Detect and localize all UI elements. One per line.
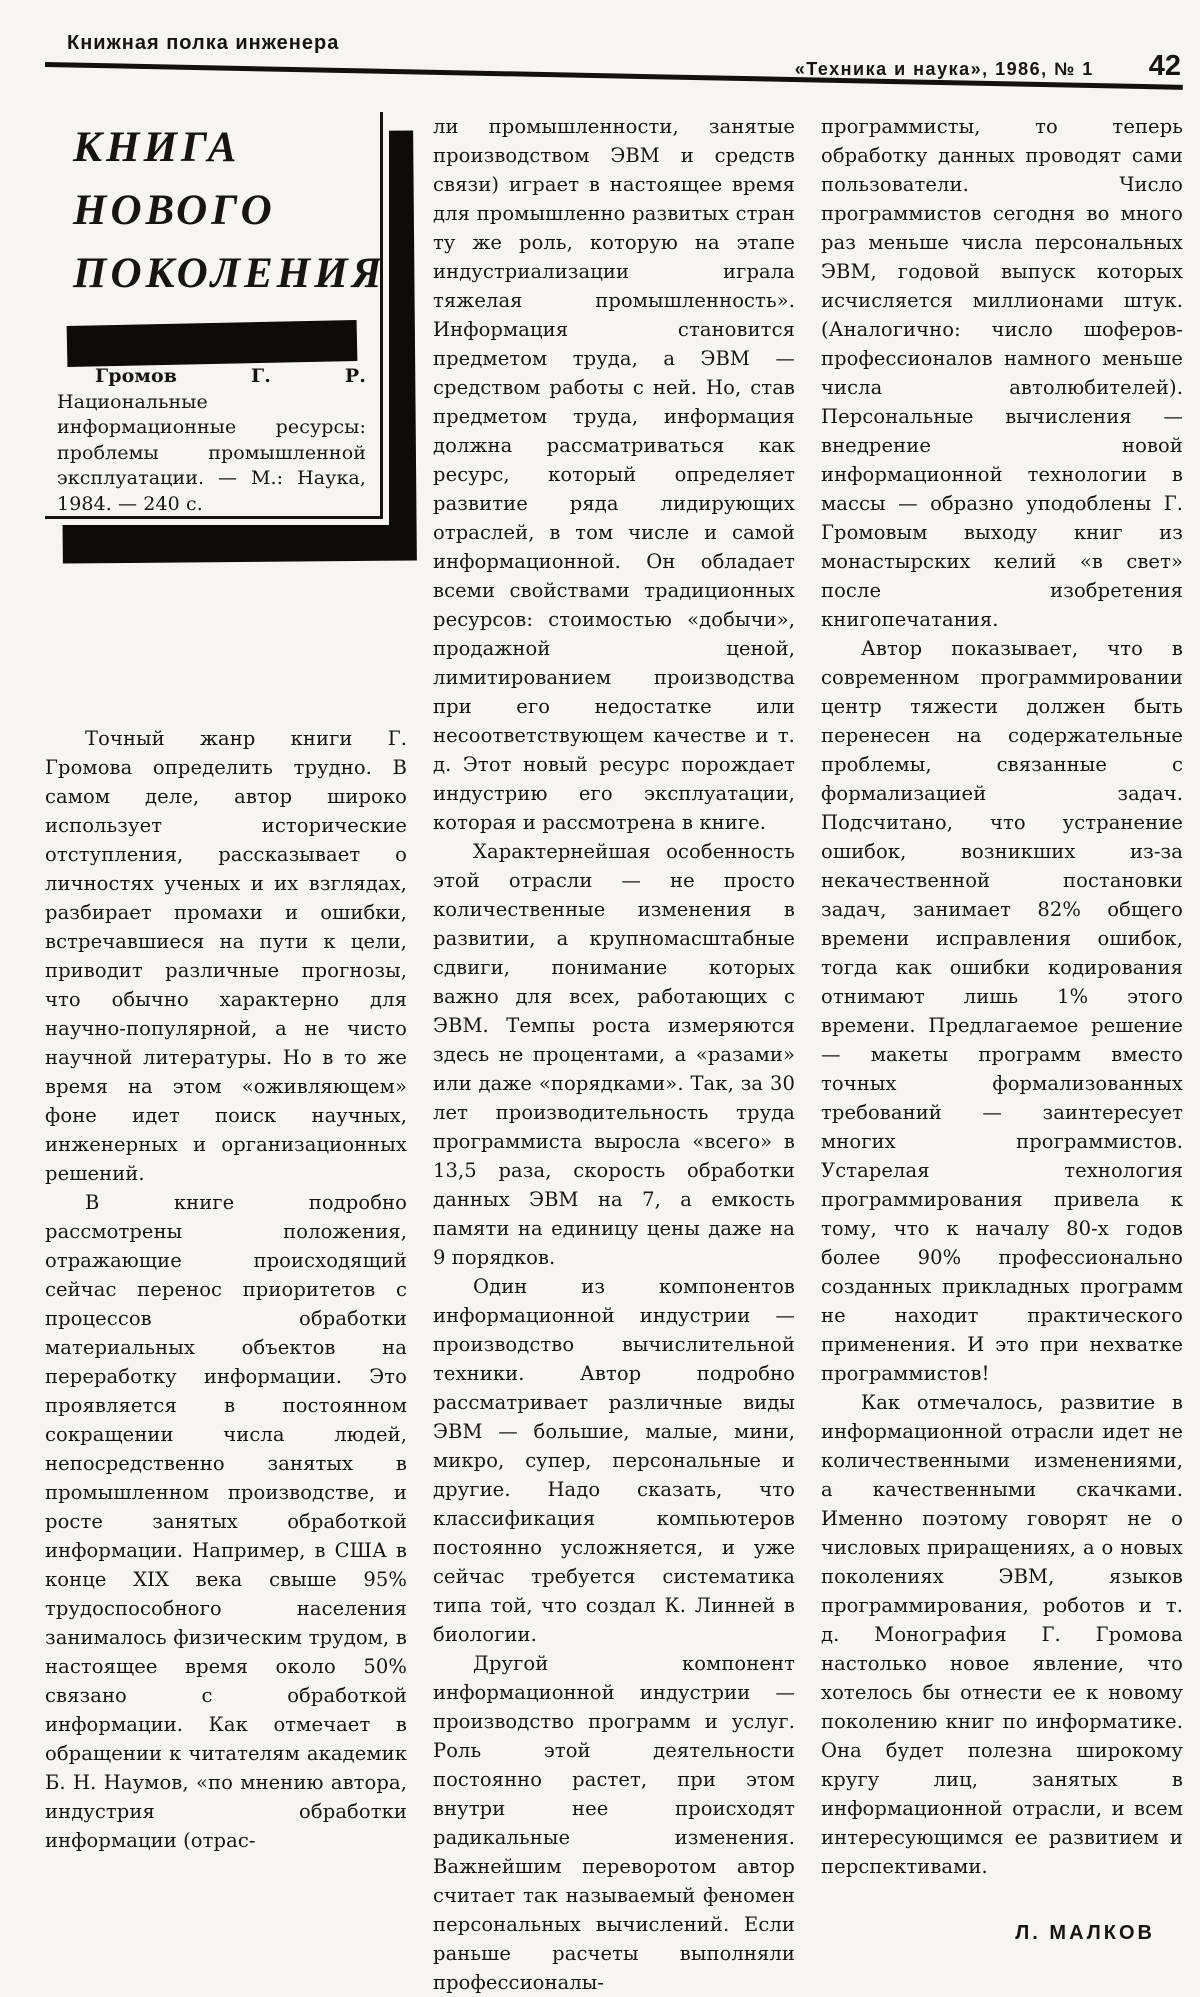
title-card-face xyxy=(45,112,386,519)
column-middle xyxy=(433,112,795,1997)
header-right xyxy=(795,50,1181,83)
author-signature: Л. МАЛКОВ xyxy=(1015,1922,1155,1944)
column-left xyxy=(45,112,407,1997)
paragraph: Другой компонент информационной индустрии — производство программ и услуг. Роль этой деятельности постоянно растет, при этом внутри нее происходят радикальные изменения. Важнейшим переворотом автор считает так называемый феномен персональных вычислений. Если раньше расчеты выполняли профессионалы- xyxy=(433,1652,795,1994)
title-line-2: НОВОГО xyxy=(73,187,276,234)
paragraph: Один из компонентов информационной индустрии — производство вычислительной техники. Автор подробно рассматривает различные виды ЭВМ — большие, малые, мини, микро, супер, персональные и другие. Надо сказать, что классификация компьютеров постоянно усложняется, и уже сейчас требуется систематика типа той, что создал К. Линней в биологии. xyxy=(433,1275,795,1646)
title-card xyxy=(45,112,407,564)
paragraph: Характернейшая особенность этой отрасли — не просто количественные изменения в развитии, а крупномасштабные сдвиги, понимание которых важно для всех, работающих с ЭВМ. Темпы роста измеряются здесь не процентами, а «разами» или даже «порядками». Так, за 30 лет производительность труда программиста выросла «всего» в 13,5 раза, скорость обработки данных ЭВМ на 7, а емкость памяти на единицу цены даже на 9 порядков. xyxy=(433,840,795,1269)
paragraph: В книге подробно рассмотрены положения, отражающие происходящий сейчас перенос приоритетов с процессов обработки материальных объектов на переработку информации. Это проявляется в постоянном сокращении числа людей, непосредственно занятых в промышленном производстве, и росте занятых обработкой информации. Например, в США в конце XIX века свыше 95% трудоспособного населения занималось физическим трудом, в настоящее время около 50% связано с обработкой информации. Как отмечает в обращении к читателям академик Б. Н. Наумов, «по мнению автора, индустрия обработки информации (отрас- xyxy=(45,1191,407,1852)
page-number: 42 xyxy=(1148,50,1181,82)
section-label: Книжная полка инженера xyxy=(67,32,340,54)
title-line-3: ПОКОЛЕНИЯ xyxy=(73,250,386,297)
bibliography-author: Громов Г. Р. xyxy=(95,365,366,387)
article-columns xyxy=(45,112,1183,1997)
paragraph: Автор показывает, что в современном программировании центр тяжести должен быть перенесен на содержательные проблемы, связанные с формализацией задач. Подсчитано, что устранение ошибок, возникших из-за некачественной постановки задач, занимает 82% общего времени исправления ошибок, тогда как ошибки кодирования отнимают лишь 1% этого времени. Предлагаемое решение — макеты программ вместо точных формализованных требований — заинтересует многих программистов. Устарелая технология программирования привела к тому, что к началу 80-х годов более 90% профессионально созданных прикладных программ не находит практического применения. И это при нехватке программистов! xyxy=(821,637,1183,1385)
paragraph: Как отмечалось, развитие в информационной отрасли идет не количественными изменениями, а качественными скачками. Именно поэтому говорят не о числовых приращениях, а о новых поколениях ЭВМ, языков программирования, роботов и т. д. Монография Г. Громова настолько новое явление, что хотелось бы отнести ее к новому поколению книг по информатике. Она будет полезна широкому кругу лиц, занятых в информационной отрасли, и всем интересующимся ее развитием и перспективами. xyxy=(821,1391,1183,1878)
column-right xyxy=(821,112,1183,1997)
paragraph: программисты, то теперь обработку данных проводят сами пользователи. Число программистов сегодня во много раз меньше числа персональных ЭВМ, годовой выпуск которых исчисляется миллионами штук. (Аналогично: число шоферов-профессионалов намного меньше числа автолюбителей). Персональные вычисления — внедрение новой информационной технологии в массы — образно уподоблены Г. Громовым выходу книг из монастырских келий «в свет» после изобретения книгопечатания. xyxy=(821,115,1183,631)
paragraph: ли промышленности, занятые производством ЭВМ и средств связи) играет в настоящее время для промышленно развитых стран ту же роль, которую на этапе индустриализации играла тяжелая промышленность». Информация становится предметом труда, а ЭВМ — средством работы с ней. Но, став предметом труда, информация должна рассматриваться как ресурс, который определяет развитие ряда лидирующих отраслей, в том числе и самой информационной. Он обладает всеми свойствами традиционных ресурсов: стоимостью «добычи», продажной ценой, лимитированием производства при его недостатке или несоответствующем качестве и т. д. Этот новый ресурс порождает индустрию его эксплуатации, которая и рассмотрена в книге. xyxy=(433,115,795,834)
page-header xyxy=(45,26,1183,108)
article-title xyxy=(73,116,386,305)
title-divider-bar xyxy=(67,320,358,367)
journal-reference: «Техника и наука», 1986, № 1 xyxy=(794,59,1094,79)
title-line-1: КНИГА xyxy=(73,124,241,171)
bibliography-details: Национальные информационные ресурсы: проблемы промышленной эксплуатации. — М.: Наука, 1984. — 240 с. xyxy=(57,390,366,515)
paragraph: Точный жанр книги Г. Громова определить трудно. В самом деле, автор широко использует исторические отступления, рассказывает о личностях ученых и их взглядах, разбирает промахи и ошибки, встречавшиеся на пути к цели, приводит различные прогнозы, что обычно характерно для научно-популярной, а не чисто научной литературы. Но в то же время на этом «оживляющем» фоне идет поиск научных, инженерных и организационных решений. xyxy=(45,727,407,1185)
bibliography xyxy=(57,364,366,517)
